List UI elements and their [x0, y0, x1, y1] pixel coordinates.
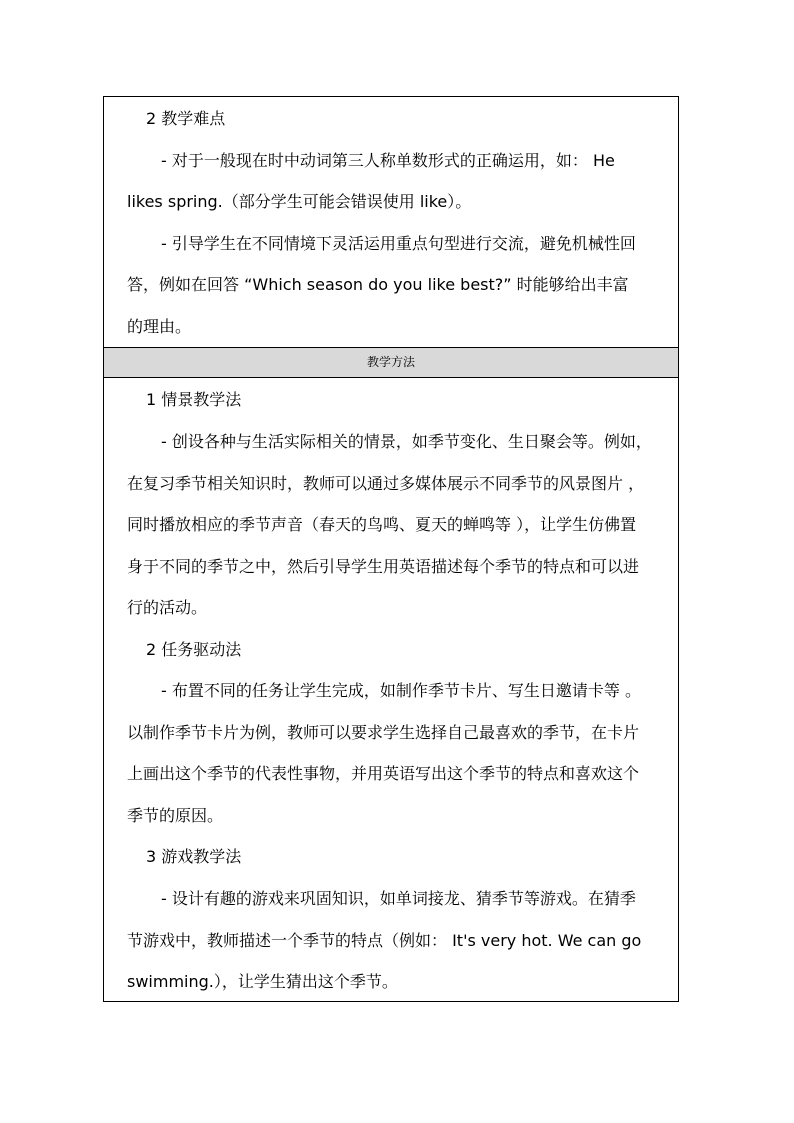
difficulty-item2-line2: 答，例如在回答 “Which season do you like best?” 时能够给出丰富: [127, 275, 629, 294]
method1-line3: 同时播放相应的季节声音（春天的鸟鸣、夏天的蝉鸣等 ），让学生仿佛置: [127, 515, 637, 534]
lesson-plan-table: [103, 96, 679, 1002]
method3-line1: - 设计有趣的游戏来巩固知识，如单词接龙、猜季节等游戏。在猜季: [161, 889, 636, 908]
method2-line3: 上画出这个季节的代表性事物，并用英语写出这个季节的特点和喜欢这个: [127, 764, 640, 783]
method3-line2: 节游戏中，教师描述一个季节的特点（例如： It's very hot. We can go: [127, 931, 642, 950]
method2-line4: 季节的原因。: [127, 806, 224, 825]
teaching-difficulties-cell: [104, 97, 678, 347]
method1-line2: 在复习季节相关知识时，教师可以通过多媒体展示不同季节的风景图片 ，: [127, 474, 645, 493]
difficulty-item2-line1: - 引导学生在不同情境下灵活运用重点句型进行交流，避免机械性回: [161, 234, 636, 253]
method1-line5: 行的活动。: [127, 598, 208, 617]
method2-line1: - 布置不同的任务让学生完成，如制作季节卡片、写生日邀请卡等 。: [161, 681, 641, 700]
difficulty-heading: 2 教学难点: [146, 109, 226, 128]
method3-line3: swimming.），让学生猜出这个季节。: [127, 972, 398, 991]
difficulty-item1-line2: likes spring.（部分学生可能会错误使用 like）。: [127, 192, 472, 211]
method2-heading: 2 任务驱动法: [146, 640, 242, 659]
method1-heading: 1 情景教学法: [146, 390, 242, 409]
method3-heading: 3 游戏教学法: [146, 847, 242, 866]
teaching-methods-cell: [104, 378, 678, 1003]
teaching-methods-header: 教学方法: [104, 347, 678, 378]
method1-line4: 身于不同的季节之中，然后引导学生用英语描述每个季节的特点和可以进: [127, 557, 640, 576]
method2-line2: 以制作季节卡片为例，教师可以要求学生选择自己最喜欢的季节，在卡片: [127, 723, 640, 742]
difficulty-item1-line1: - 对于一般现在时中动词第三人称单数形式的正确运用，如： He: [161, 151, 615, 170]
difficulty-item2-line3: 的理由。: [127, 317, 192, 336]
method1-line1: - 创设各种与生活实际相关的情景，如季节变化、生日聚会等。例如，: [161, 432, 652, 451]
